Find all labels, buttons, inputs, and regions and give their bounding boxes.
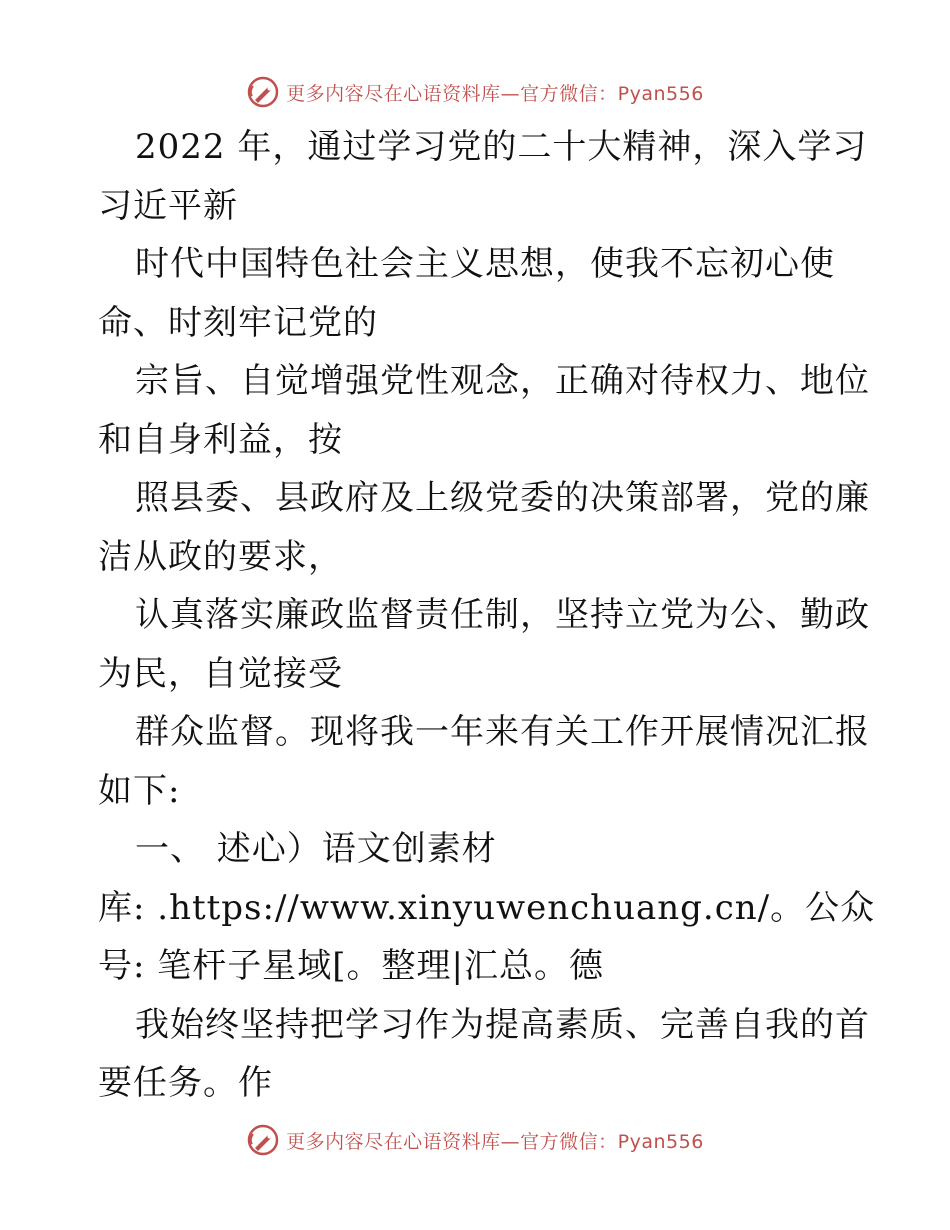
footer-watermark [0, 1120, 950, 1160]
body-line: 我始终坚持把学习作为提高素质、完善自我的首 [135, 1004, 870, 1045]
body-line: 为民，自觉接受 [98, 653, 343, 694]
body-line: 宗旨、自觉增强党性观念，正确对待权力、地位 [135, 361, 870, 401]
body-line: 时代中国特色社会主义思想，使我不忘初心使 [135, 244, 835, 284]
section-heading: 一、 述心）语文创素材 [135, 829, 497, 869]
body-line: 2022 年，通过学习党的二十大精神，深入学习 [135, 127, 868, 167]
body-line: 照县委、县政府及上级党委的决策部署，党的廉 [135, 478, 870, 518]
body-line: 群众监督。现将我一年来有关工作开展情况汇报 [135, 712, 870, 752]
body-line: 如下: [98, 770, 181, 811]
body-line: 和自身利益，按 [98, 419, 343, 460]
body-line: 命、时刻牢记党的 [98, 302, 378, 343]
document-body [98, 118, 876, 1113]
watermark-text: 更多内容尽在心语资料库—官方微信：Pyan556 [286, 82, 704, 105]
body-line: 号: 笔杆子星域[。整理|汇总。德 [98, 946, 604, 986]
header-watermark [0, 72, 950, 112]
pen-nib-logo-icon [246, 75, 280, 109]
watermark-text: 更多内容尽在心语资料库—官方微信：Pyan556 [286, 1130, 704, 1153]
body-line: 库: .https://www.xinyuwenchuang.cn/。公众 [98, 887, 876, 928]
body-line: 洁从政的要求， [98, 536, 343, 577]
pen-nib-logo-icon [246, 1123, 280, 1157]
body-line: 认真落实廉政监督责任制，坚持立党为公、勤政 [135, 595, 870, 635]
body-line: 习近平新 [98, 185, 238, 226]
body-line: 要任务。作 [98, 1063, 273, 1103]
